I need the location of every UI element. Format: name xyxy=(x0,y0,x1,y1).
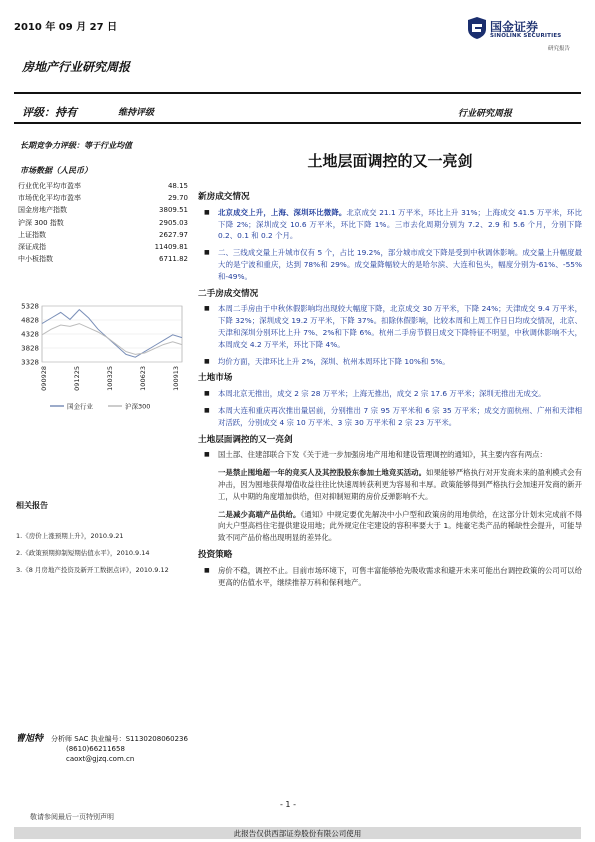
footer-text: 此报告仅供西部证券股份有限公司使用 xyxy=(233,829,362,838)
report-date: 2010 年 09 月 27 日 xyxy=(14,22,118,33)
section-heading: 土地层面调控的又一亮剑 xyxy=(198,434,293,445)
bullet-item xyxy=(198,247,582,282)
section-heading: 投资策略 xyxy=(198,549,233,560)
rating-label: 评级：持有 xyxy=(22,106,77,119)
section-heading: 土地市场 xyxy=(198,373,233,384)
bullet-text: 北京成交 21.1 万平米，环比上升 31%；上海成交 41.5 万平米，环比下降 2%；深圳成交 10.6 万平米，环比下降 1%。三市去化周期分别为 7.2、2.9 和 5.6 个月，分别下降 0.2、0.1 和 0.2 个月。 xyxy=(218,207,582,241)
market-label: 行业优化平均市盈率 xyxy=(18,182,81,191)
market-row xyxy=(18,204,190,216)
y-tick-label: 3328 xyxy=(21,358,39,367)
index-chart xyxy=(14,300,190,412)
main-body xyxy=(198,186,582,593)
logo-subtitle: 研究报告 xyxy=(548,46,571,52)
market-label: 国金房地产指数 xyxy=(18,206,67,215)
series-line xyxy=(42,310,182,358)
x-tick-label: 100623 xyxy=(139,366,147,391)
analyst-name: 曹旭特 xyxy=(16,734,44,744)
market-data-table xyxy=(18,180,190,265)
bullet-text: 本周北京无推出，成交 2 宗 28 万平米；上海无推出，成交 2 宗 17.6 万平米；深圳无推出无成交。 xyxy=(218,389,546,399)
disclaimer-note: 敬请参阅最后一页特别声明 xyxy=(30,813,114,821)
bullet-text: 本周二手房由于中秋休假影响均出现较大幅度下降，北京成交 30 万平米，下降 24%；天津成交 9.4 万平米，下降 32%；深圳成交 19.2 万平米，下降 37%。扣除休假影响，比较本周和上周工作日日均成交情况，北京、天津和深圳分别环比上升 7%、2%和下降 6%。杭州二手房节假日成交下降特征不明显，中秋调休影响不大，本周成交 4.2 万平米，环比下降 4%。 xyxy=(218,304,582,349)
paragraph xyxy=(198,509,582,544)
paragraph-text: 《通知》中规定要优先解决中小户型和政策房的用地供给，在这部分计划未完成前不得向大户型高档住宅提供建设用地；此外规定住宅建设的容积率要大于 1。纯豪宅类产品的稀缺性会提升，可能导致不同产品价格出现明显的差异化。 xyxy=(218,509,582,543)
bullet-text: 二、三线成交量上升城市仅有 5 个，占比 19.2%，部分城市成交下降是受到中秋调休影响。成交量上升幅度最大的是宁波和重庆，达到 78%和 29%。成交量降幅较大的是哈尔滨、大连和包头，幅度分别为-61%、-55%和-49%。 xyxy=(218,248,582,281)
market-row xyxy=(18,180,190,192)
market-label: 深证成指 xyxy=(18,243,46,252)
market-data-title: 市场数据（人民币） xyxy=(20,166,92,175)
bullet-item xyxy=(198,565,582,589)
bullet-text: 本周大连和重庆再次推出量居前，分别推出 7 宗 95 万平米和 6 宗 35 万平米；成交方面杭州、广州和天津相对活跃，分别成交 4 宗 10 万平米、3 宗 30 万平米和 2 宗 23 万平米。 xyxy=(218,405,582,427)
analyst-info xyxy=(16,734,188,764)
market-label: 中小板指数 xyxy=(18,255,53,264)
section-heading: 新房成交情况 xyxy=(198,192,250,202)
related-title: 相关报告 xyxy=(16,501,48,510)
analyst-email[interactable]: caoxt@gjzq.com.cn xyxy=(66,755,135,763)
paragraph xyxy=(198,467,582,502)
market-row xyxy=(18,229,190,241)
related-reports xyxy=(16,500,192,582)
rating-sub: 维持评级 xyxy=(118,108,155,118)
left-column xyxy=(14,140,190,265)
report-type: 房地产行业研究周报 xyxy=(22,60,131,74)
logo-text-cn: 国金证券 xyxy=(490,20,539,34)
x-tick-label: 090928 xyxy=(40,366,48,391)
bullet-lead: 北京成交上升，上海、深圳环比微降。 xyxy=(218,207,347,217)
series-line xyxy=(42,324,182,355)
market-label: 沪深 300 指数 xyxy=(18,218,64,227)
weekly-label: 行业研究周报 xyxy=(458,109,513,119)
bullet-text: 均价方面，天津环比上升 2%，深圳、杭州本周环比下降 10%和 5%。 xyxy=(218,356,450,366)
market-value: 6711.82 xyxy=(159,255,188,264)
header-divider xyxy=(14,92,581,94)
page-number: - 1 - xyxy=(280,800,296,809)
related-item[interactable]: 1.《房价上涨预期上升》，2010.9.21 xyxy=(16,532,124,540)
paragraph-text: 如果能够严格执行对开发商未来的盈利模式会有冲击，因为囤地获得增值收益往往比快速周转获利更为容易和丰厚。政策能够得到严格执行会加速开发商的新开工，从中期的角度增加供给，但对抑制短期的房价反弹影响不大。 xyxy=(218,468,582,501)
x-tick-label: 100325 xyxy=(106,366,114,391)
market-value: 29.70 xyxy=(167,194,188,203)
x-tick-label: 100913 xyxy=(172,366,180,391)
bullet-item xyxy=(198,207,582,242)
logo-mark-icon xyxy=(466,16,488,40)
market-row xyxy=(18,192,190,204)
bullet-item xyxy=(198,405,582,429)
bullet-text: 国土部、住建部联合下发《关于进一步加强房地产用地和建设管理调控的通知》，其主要内容有两点： xyxy=(218,450,547,460)
y-tick-label: 3828 xyxy=(21,344,39,353)
bullet-text: 房价不稳，调控不止。目前市场环境下，可售丰富能够抢先吸收需求和避开未来可能出台调控政策的公司可以给更高的估值水平，继续推荐万科和保利地产。 xyxy=(218,565,582,587)
bullet-item xyxy=(198,449,582,461)
market-value: 2627.97 xyxy=(159,230,188,239)
related-item[interactable]: 2.《政策预期抑制短期估值水平》，2010.9.14 xyxy=(16,549,150,557)
legend-label: 国金行业 xyxy=(67,402,93,411)
section-heading: 二手房成交情况 xyxy=(198,288,259,299)
market-value: 48.15 xyxy=(167,182,188,191)
related-item[interactable]: 3.《8 月房地产投资及新开工数据点评》，2010.9.12 xyxy=(16,566,169,574)
market-value: 11409.81 xyxy=(154,243,188,252)
market-row xyxy=(18,241,190,253)
market-row xyxy=(18,217,190,229)
paragraph-lead: 一是禁止囤地超一年的竞买人及其控股股东参加土地竞买活动。 xyxy=(218,468,427,478)
market-value: 2905.03 xyxy=(159,218,188,227)
bullet-item xyxy=(198,303,582,350)
legend-label: 沪深300 xyxy=(125,402,151,411)
sinolink-logo xyxy=(466,16,586,56)
analyst-sac: 分析师 SAC 执业编号：S1130208060236 xyxy=(51,735,188,743)
y-tick-label: 4328 xyxy=(21,330,39,339)
y-tick-label: 4828 xyxy=(21,316,39,325)
paragraph-lead: 二是减少高端产品供给。 xyxy=(218,509,301,519)
market-row xyxy=(18,253,190,265)
market-label: 上证指数 xyxy=(18,230,46,239)
logo-text-en: SINOLINK SECURITIES xyxy=(490,33,562,39)
market-label: 市场优化平均市盈率 xyxy=(18,194,81,203)
bullet-item xyxy=(198,356,582,368)
bullet-item xyxy=(198,388,582,400)
long-term-rating: 长期竞争力评级：等于行业均值 xyxy=(20,141,132,150)
market-value: 3809.51 xyxy=(159,206,188,215)
analyst-phone: (8610)66211658 xyxy=(66,745,125,753)
y-tick-label: 5328 xyxy=(21,302,39,311)
x-tick-label: 091225 xyxy=(73,366,81,391)
report-title: 土地层面调控的又一亮剑 xyxy=(307,152,473,170)
rating-divider xyxy=(14,122,581,124)
